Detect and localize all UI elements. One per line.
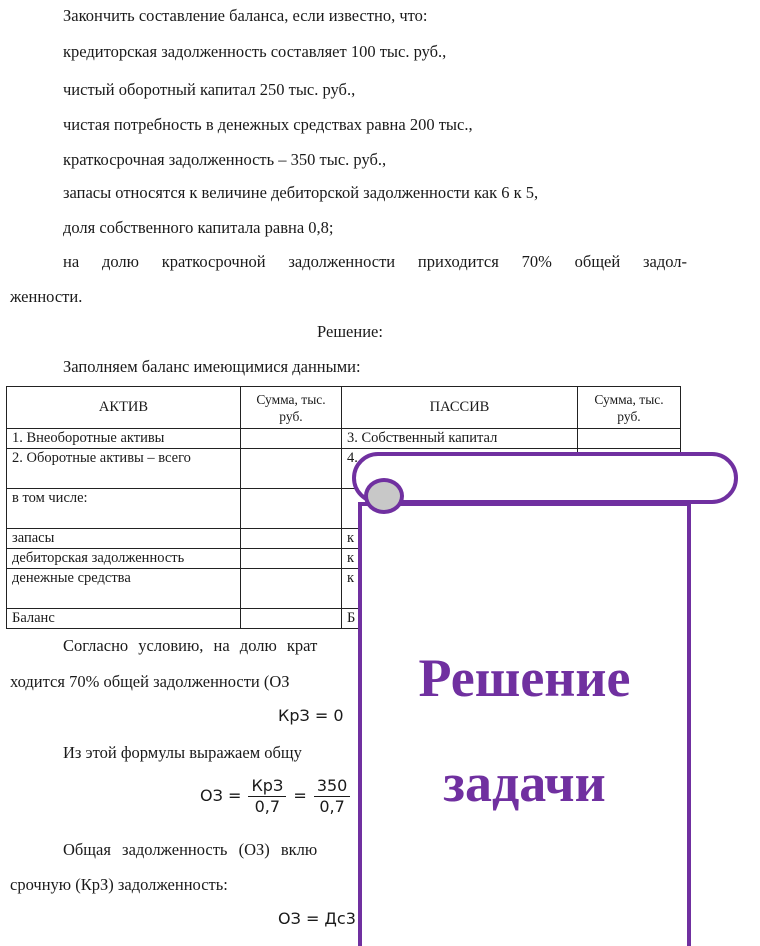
- solution-scroll-banner: [352, 452, 744, 930]
- banner-title-line1: Решение: [418, 648, 631, 708]
- scroll-roll: [352, 452, 738, 504]
- table-cell: дебиторская задолженность: [7, 549, 241, 569]
- paragraph: кредиторская задолженность составляет 100 тыс. руб.,: [63, 42, 447, 61]
- table-cell: 4.: [342, 449, 578, 489]
- table-cell: Б: [342, 609, 578, 629]
- fraction: [314, 776, 351, 817]
- table-cell: к: [342, 549, 578, 569]
- fraction-denominator: 0,7: [319, 797, 345, 816]
- fraction-denominator: 0,7: [254, 797, 281, 816]
- paragraph: на долю краткосрочной задолженности приходится 70% общей задол-: [63, 252, 687, 271]
- paragraph: чистый оборотный капитал 250 тыс. руб.,: [63, 80, 356, 99]
- fraction: [248, 776, 286, 817]
- table-header-sum: Сумма, тыс. руб.: [578, 387, 681, 429]
- paragraph: краткосрочная задолженность – 350 тыс. руб.,: [63, 150, 387, 169]
- fraction-numerator: КрЗ: [248, 776, 286, 797]
- fraction-numerator: 350: [314, 776, 351, 797]
- table-header-liability: ПАССИВ: [342, 387, 578, 429]
- paragraph: женности.: [10, 287, 83, 306]
- table-cell: к: [342, 569, 578, 609]
- solution-heading: Решение:: [317, 322, 383, 341]
- table-cell: 1. Внеоборотные активы: [7, 429, 241, 449]
- formula: КрЗ = 0: [278, 706, 344, 725]
- banner-title-line2: задачи: [443, 753, 606, 813]
- paragraph: ходится 70% общей задолженности (ОЗ: [10, 672, 290, 691]
- paragraph: Заполняем баланс имеющимися данными:: [63, 357, 361, 376]
- formula: ОЗ = Дс3: [278, 909, 356, 928]
- paragraph: Закончить составление баланса, если известно, что:: [63, 6, 428, 25]
- table-header-asset: АКТИВ: [7, 387, 241, 429]
- scroll-curl-icon: [364, 478, 404, 514]
- paragraph: срочную (КрЗ) задолженность:: [10, 875, 228, 894]
- paragraph: чистая потребность в денежных средствах равна 200 тыс.,: [63, 115, 473, 134]
- table-cell: Баланс: [7, 609, 241, 629]
- table-cell: денежные средства: [7, 569, 241, 609]
- paragraph: доля собственного капитала равна 0,8;: [63, 218, 334, 237]
- paragraph: запасы относятся к величине дебиторской задолженности как 6 к 5,: [63, 183, 539, 202]
- formula-text: ОЗ =: [200, 786, 242, 805]
- table-row: [7, 429, 681, 449]
- table-cell: запасы: [7, 529, 241, 549]
- table-cell: 3. Собственный капитал: [342, 429, 578, 449]
- table-cell: к: [342, 529, 578, 549]
- formula: [200, 776, 352, 817]
- scroll-body: [358, 502, 691, 946]
- table-header-sum: Сумма, тыс. руб.: [241, 387, 342, 429]
- paragraph: Согласно условию, на долю крат: [63, 636, 318, 655]
- table-cell: 2. Оборотные активы – всего: [7, 449, 241, 489]
- table-cell: в том числе:: [7, 489, 241, 529]
- paragraph: Из этой формулы выражаем общу: [63, 743, 302, 762]
- formula-text: =: [293, 786, 307, 805]
- paragraph: Общая задолженность (ОЗ) вклю: [63, 840, 318, 859]
